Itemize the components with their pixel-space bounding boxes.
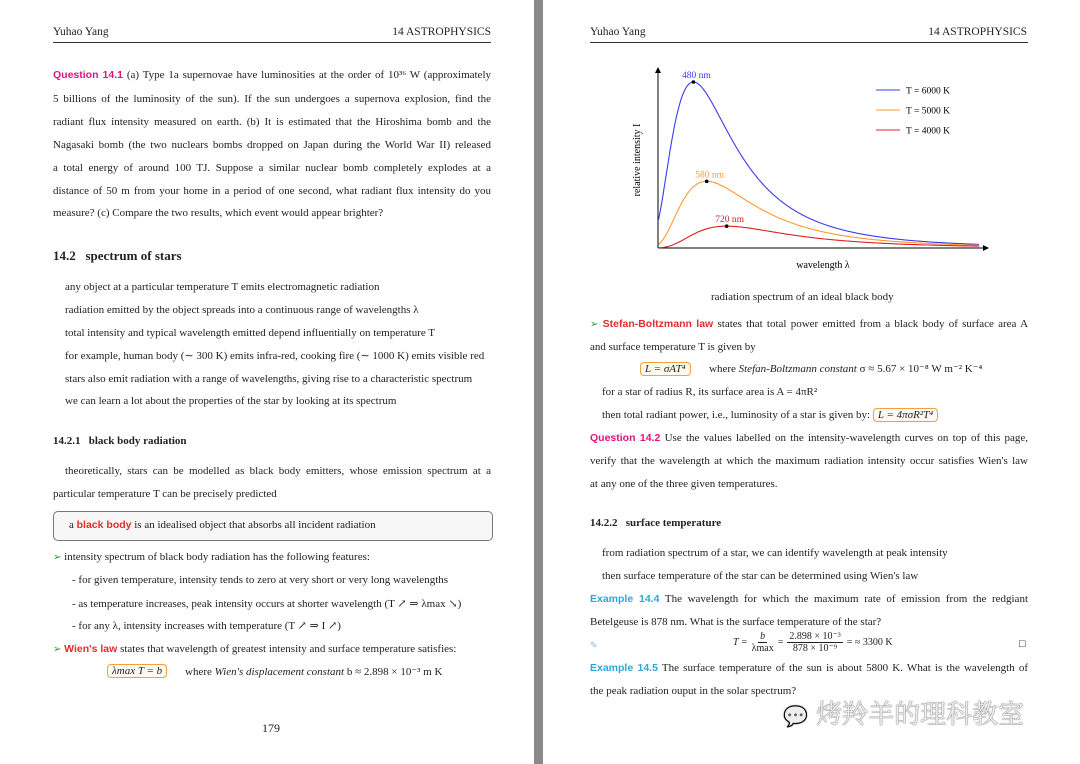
stefan-constant: where Stefan-Boltzmann constant σ ≈ 5.67 × 10⁻⁸ W m⁻² K⁻⁴ [709, 363, 983, 375]
question-line: a total energy of around 100 TJ. Suppose a similar nuclear bomb completely explodes at a [53, 162, 491, 174]
example-line: the peak radiation ouput in the solar spectrum? [590, 685, 797, 697]
body-line: then surface temperature of the star can be determined using Wien's law [602, 570, 919, 582]
arrow-bullet-icon: ➢ [53, 644, 62, 655]
x-axis-label: wavelength λ [796, 260, 850, 271]
stefan-line-2: and surface temperature T is given by [590, 341, 756, 353]
series-curve-4000 [659, 226, 979, 248]
stefan-line: ➢ Stefan-Boltzmann law states that total power emitted from a black body of surface area A [590, 318, 1029, 330]
question-label: Question 14.1 [53, 69, 123, 81]
wien-formula: λmax T = b [107, 664, 167, 678]
example-14-5-line: Example 14.5 The surface temperature of the sun is about 5800 K. What is the wavelength of [590, 662, 1028, 674]
section-heading: 14.2 spectrum of stars [53, 248, 182, 263]
subsection-heading: 14.2.2 surface temperature [590, 517, 722, 529]
question-line: radiant flux intensity measured on earth. (b) It is estimated that the Hiroshima bomb and the [53, 116, 491, 128]
section-line: we can learn a lot about the properties of the star by looking at its spectrum [65, 395, 397, 407]
question-line: verify that the wavelength at which the maximum radiation intensity occur satisfies Wien's law [590, 455, 1028, 467]
blackbody-chart [623, 60, 1003, 280]
legend-label: T = 4000 K [906, 126, 950, 137]
section-line: total intensity and typical wavelength emitted depend influentially on temperature T [65, 327, 436, 339]
equation-result: = ≈ 3300 K [846, 637, 893, 648]
header-author: Yuhao Yang [590, 26, 646, 38]
feature-item: - for any λ, intensity increases with temperature (T ↗ ⇒ I ↗) [72, 620, 341, 632]
wien-constant: where Wien's displacement constant b ≈ 2.898 × 10⁻³ m K [185, 666, 443, 678]
question-line: measure? (c) Compare the two results, which event would appear brighter? [53, 207, 384, 219]
radius-line: for a star of radius R, its surface area is A = 4πR² [602, 386, 818, 398]
stefan-formula: L = σAT⁴ [640, 362, 691, 376]
question-line: at any one of the three given temperatures. [590, 478, 778, 490]
arrow-bullet-icon: ➢ [53, 552, 62, 563]
definition-text: a black body is an idealised object that absorbs all incident radiation [69, 519, 376, 531]
feature-item: - as temperature increases, peak intensity occurs at shorter wavelength (T ↗ ⇒ λmax ↘) [72, 598, 462, 610]
arrow-bullet-icon: ➢ [590, 319, 599, 330]
qed-symbol: □ [1019, 638, 1026, 650]
series-curve-5000 [659, 181, 979, 245]
peak-label: 580 nm [695, 170, 725, 181]
legend-label: T = 6000 K [906, 86, 950, 97]
body-line: from radiation spectrum of a star, we can identify wavelength at peak intensity [602, 547, 948, 559]
right-page [543, 0, 1080, 764]
example-14-4-line: Example 14.4 The wavelength for which the maximum rate of emission from the redgiant [590, 593, 1028, 605]
fraction-2: $\frac{\text{2.898 × 10⁻³}}{\text{878 × 10⁻⁹}}$ [789, 631, 841, 654]
figure-caption: radiation spectrum of an ideal black body [711, 291, 894, 303]
section-line: for example, human body (∼ 300 K) emits infra-red, cooking fire (∼ 1000 K) emits visible red [65, 350, 485, 362]
feature-item: - for given temperature, intensity tends to zero at very short or very long wavelengths [72, 574, 449, 586]
subsection-heading: 14.2.1 black body radiation [53, 435, 187, 447]
bullet-features: ➢ intensity spectrum of black body radiation has the following features: [53, 551, 370, 563]
bullet-wien: ➢ Wien's law states that wavelength of greatest intensity and surface temperature satisfies: [53, 643, 457, 655]
legend-label: T = 5000 K [906, 106, 950, 117]
pencil-icon: ✎ [590, 640, 598, 650]
wechat-icon: 💬 [783, 704, 808, 728]
header-chapter: 14 ASTROPHYSICS [392, 26, 491, 38]
body-line: theoretically, stars can be modelled as black body emitters, whose emission spectrum at a [65, 465, 491, 477]
section-line: stars also emit radiation with a range of wavelengths, giving rise to a characteristic spectrum [65, 373, 473, 385]
question-line: distance of 50 m from your home in a period of one second, what radiant flux intensity do you [53, 185, 491, 197]
example-line: Betelgeuse is 878 nm. What is the surface temperature of the star? [590, 616, 882, 628]
watermark: 💬 烤羚羊的理科教室 [783, 700, 1025, 730]
header-author: Yuhao Yang [53, 26, 109, 38]
question-line: 5 billions of the luminosity of the sun). If the sun undergoes a supernova explosion, find the [53, 93, 491, 105]
equation-lhs: T = [733, 637, 748, 648]
peak-label: 720 nm [715, 215, 745, 226]
header-rule [53, 42, 491, 43]
section-line: radiation emitted by the object spreads into a continuous range of wavelengths λ [65, 304, 419, 316]
header-rule [590, 42, 1028, 43]
question-14-1-line: Question 14.1 (a) Type 1a supernovae have luminosities at the order of 10³⁶ W (approximately [53, 69, 491, 81]
left-page [0, 0, 534, 764]
body-line: particular temperature T can be precisely predicted [53, 488, 277, 500]
peak-label: 480 nm [682, 71, 711, 81]
question-line: Nagasaki bomb (the two nuclears bombs dropped on Japan during the World War II) released [53, 139, 491, 151]
question-14-2-line: Question 14.2 Use the values labelled on the intensity-wavelength curves on top of this page, [590, 432, 1029, 444]
header-chapter: 14 ASTROPHYSICS [928, 26, 1027, 38]
page-number: 179 [262, 721, 280, 735]
section-line: any object at a particular temperature T emits electromagnetic radiation [65, 281, 380, 293]
y-axis-label: relative intensity I [632, 123, 643, 197]
example-equation: T = b λmax = $\frac{\text{2.898 × 10⁻³}}{\text{878 × 10⁻⁹}}$ = ≈ 3300 K [733, 631, 893, 654]
fraction-1: b λmax [751, 631, 774, 654]
luminosity-line: then total radiant power, i.e., luminosity of a star is given by: L = 4πσR²T⁴ [602, 408, 938, 422]
